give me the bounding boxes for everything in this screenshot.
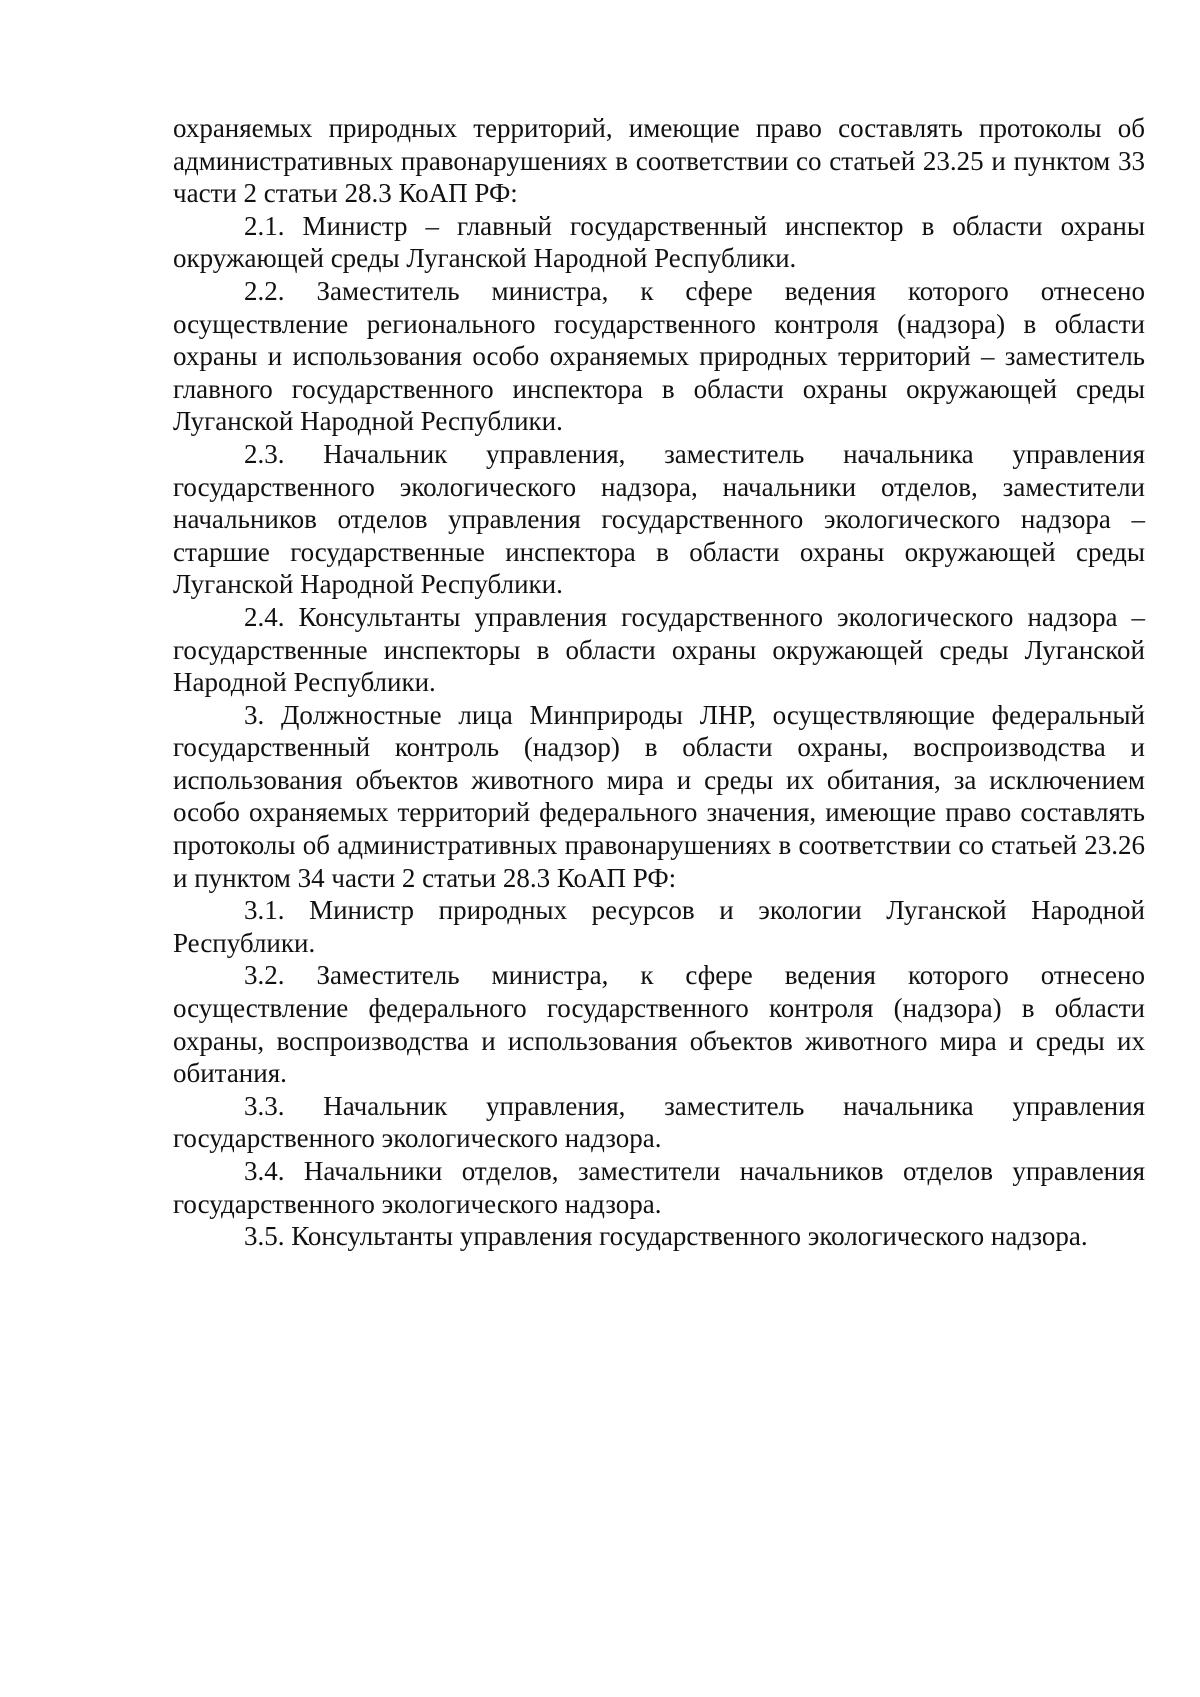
paragraph-2-3: 2.3. Начальник управления, заместитель начальника управления государственного экологического надзора, начальники отделов, заместители начальников отделов управления государственного экологического надзора – старшие государственные инспектора в области охраны окружающей среды Луганской Народной Республики. bbox=[173, 438, 1145, 600]
paragraph-intro-continuation: охраняемых природных территорий, имеющие право составлять протоколы об административных правонарушениях в соответствии со статьей 23.25 и пунктом 33 части 2 статьи 28.3 КоАП РФ: bbox=[173, 113, 1145, 209]
paragraph-3: 3. Должностные лица Минприроды ЛНР, осуществляющие федеральный государственный контроль (надзор) в области охраны, воспроизводства и использования объектов животного мира и среды их обитания, за исключением особо охраняемых территорий федерального значения, имеющие право составлять протоколы об административных правонарушениях в соответствии со статьей 23.26 и пунктом 34 части 2 статьи 28.3 КоАП РФ: bbox=[173, 699, 1145, 893]
paragraph-3-5: 3.5. Консультанты управления государственного экологического надзора. bbox=[244, 1221, 1088, 1252]
paragraph-3-4: 3.4. Начальники отделов, заместители начальников отделов управления государственного экологического надзора. bbox=[173, 1156, 1145, 1219]
paragraph-2-1: 2.1. Министр – главный государственный инспектор в области охраны окружающей среды Луганской Народной Республики. bbox=[173, 210, 1145, 274]
paragraph-2-2: 2.2. Заместитель министра, к сфере ведения которого отнесено осуществление регионального государственного контроля (надзора) в области охраны и использования особо охраняемых природных территорий – заместитель главного государственного инспектора в области охраны окружающей среды Луганской Народной Республики. bbox=[173, 275, 1145, 437]
document-body bbox=[173, 112, 1145, 1253]
paragraph-2-4: 2.4. Консультанты управления государственного экологического надзора – государственные инспекторы в области охраны окружающей среды Луганской Народной Республики. bbox=[173, 601, 1145, 698]
paragraph-3-1: 3.1. Министр природных ресурсов и экологии Луганской Народной Республики. bbox=[173, 895, 1145, 958]
paragraph-3-2: 3.2. Заместитель министра, к сфере ведения которого отнесено осуществление федерального государственного контроля (надзора) в области охраны, воспроизводства и использования объектов животного мира и среды их обитания. bbox=[173, 960, 1145, 1089]
paragraph-3-3: 3.3. Начальник управления, заместитель начальника управления государственного экологического надзора. bbox=[173, 1090, 1145, 1154]
